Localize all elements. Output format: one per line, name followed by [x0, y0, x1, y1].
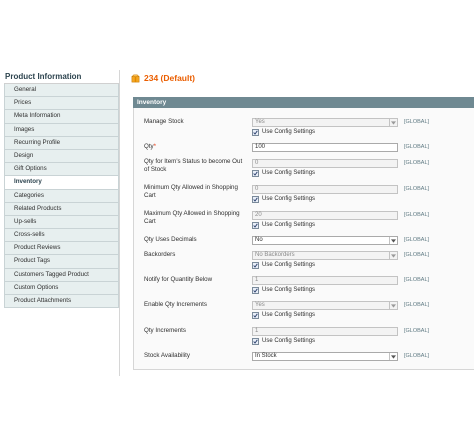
max-qty-use-config[interactable] — [252, 221, 315, 229]
qty-scope: [GLOBAL] — [404, 144, 430, 150]
chevron-down-icon — [389, 302, 397, 309]
sidebar-item-gift-options[interactable]: Gift Options — [5, 163, 118, 176]
out-of-stock-label: Qty for Item's Status to become Out of Stock — [144, 158, 243, 173]
qty-increments-use-config[interactable] — [252, 337, 315, 345]
sidebar-item-general[interactable]: General — [5, 84, 118, 97]
min-qty-input[interactable]: 0 — [252, 185, 398, 194]
checkbox-checked-icon[interactable] — [252, 129, 259, 136]
chevron-down-icon — [389, 252, 397, 259]
qty-decimals-select[interactable] — [252, 236, 398, 245]
manage-stock-use-config[interactable] — [252, 128, 315, 136]
use-config-label: Use Config Settings — [262, 129, 316, 135]
sidebar-item-meta-information[interactable]: Meta Information — [5, 110, 118, 123]
min-qty-scope: [GLOBAL] — [404, 186, 430, 192]
max-qty-input[interactable]: 20 — [252, 211, 398, 220]
inventory-section-header: Inventory — [133, 97, 474, 108]
max-qty-scope: [GLOBAL] — [404, 212, 430, 218]
manage-stock-label: Manage Stock — [144, 118, 184, 125]
sidebar-item-design[interactable]: Design — [5, 150, 118, 163]
chevron-down-icon — [389, 119, 397, 126]
checkbox-checked-icon[interactable] — [252, 262, 259, 269]
backorders-value: No Backorders — [255, 252, 295, 258]
use-config-label: Use Config Settings — [262, 312, 316, 318]
notify-qty-input[interactable]: 1 — [252, 276, 398, 285]
page-title: 234 (Default) — [144, 73, 196, 83]
required-mark: * — [153, 143, 157, 150]
checkbox-checked-icon[interactable] — [252, 287, 259, 294]
sidebar-item-inventory[interactable]: Inventory — [5, 176, 118, 189]
sidebar-tab-list — [4, 84, 119, 308]
sidebar-item-custom-options[interactable]: Custom Options — [5, 282, 118, 295]
notify-qty-label: Notify for Quantity Below — [144, 276, 213, 283]
enable-qty-inc-use-config[interactable] — [252, 311, 315, 319]
checkbox-checked-icon[interactable] — [252, 196, 259, 203]
qty-input[interactable]: 100 — [252, 143, 398, 152]
qty-increments-scope: [GLOBAL] — [404, 328, 430, 334]
inventory-fieldset — [133, 108, 474, 370]
sidebar-item-product-attachments[interactable]: Product Attachments — [5, 295, 118, 308]
stock-availability-label: Stock Availability — [144, 352, 190, 359]
sidebar-item-related-products[interactable]: Related Products — [5, 203, 118, 216]
min-qty-label: Minimum Qty Allowed in Shopping Cart — [144, 184, 238, 199]
stock-availability-select[interactable] — [252, 352, 398, 361]
product-info-sidebar — [4, 70, 119, 308]
use-config-label: Use Config Settings — [262, 338, 316, 344]
backorders-label: Backorders — [144, 251, 176, 258]
chevron-down-icon — [389, 353, 397, 360]
out-of-stock-input[interactable]: 0 — [252, 159, 398, 168]
chevron-down-icon — [389, 237, 397, 244]
min-qty-use-config[interactable] — [252, 195, 315, 203]
manage-stock-value: Yes — [255, 119, 265, 125]
checkbox-checked-icon[interactable] — [252, 312, 259, 319]
qty-increments-label: Qty Increments — [144, 327, 186, 334]
product-box-icon — [131, 74, 140, 83]
stock-availability-value: In Stock — [255, 353, 277, 359]
manage-stock-scope: [GLOBAL] — [404, 119, 430, 125]
notify-qty-use-config[interactable] — [252, 286, 315, 294]
out-of-stock-scope: [GLOBAL] — [404, 160, 430, 166]
qty-label-text: Qty — [144, 143, 154, 150]
sidebar-item-categories[interactable]: Categories — [5, 190, 118, 203]
qty-decimals-value: No — [255, 237, 263, 243]
qty-increments-input[interactable]: 1 — [252, 327, 398, 336]
checkbox-checked-icon[interactable] — [252, 222, 259, 229]
sidebar-title: Product Information — [4, 70, 119, 84]
sidebar-item-customers-tagged-product[interactable]: Customers Tagged Product — [5, 269, 118, 282]
backorders-scope: [GLOBAL] — [404, 252, 430, 258]
sidebar-item-images[interactable]: Images — [5, 124, 118, 137]
stock-availability-scope: [GLOBAL] — [404, 353, 430, 359]
use-config-label: Use Config Settings — [262, 170, 316, 176]
checkbox-checked-icon[interactable] — [252, 338, 259, 345]
enable-qty-inc-value: Yes — [255, 302, 265, 308]
backorders-select[interactable] — [252, 251, 398, 260]
qty-decimals-label: Qty Uses Decimals — [144, 236, 197, 243]
sidebar-item-recurring-profile[interactable]: Recurring Profile — [5, 137, 118, 150]
manage-stock-select[interactable] — [252, 118, 398, 127]
sidebar-divider — [119, 70, 120, 376]
checkbox-checked-icon[interactable] — [252, 170, 259, 177]
page-header — [131, 71, 195, 85]
sidebar-item-product-tags[interactable]: Product Tags — [5, 255, 118, 268]
enable-qty-inc-label: Enable Qty Increments — [144, 301, 207, 308]
notify-qty-scope: [GLOBAL] — [404, 277, 430, 283]
qty-label — [144, 143, 248, 151]
qty-decimals-scope: [GLOBAL] — [404, 237, 430, 243]
sidebar-item-prices[interactable]: Prices — [5, 97, 118, 110]
enable-qty-inc-scope: [GLOBAL] — [404, 302, 430, 308]
use-config-label: Use Config Settings — [262, 196, 316, 202]
use-config-label: Use Config Settings — [262, 287, 316, 293]
use-config-label: Use Config Settings — [262, 262, 316, 268]
sidebar-item-up-sells[interactable]: Up-sells — [5, 216, 118, 229]
max-qty-label: Maximum Qty Allowed in Shopping Cart — [144, 210, 240, 225]
sidebar-item-product-reviews[interactable]: Product Reviews — [5, 242, 118, 255]
out-of-stock-use-config[interactable] — [252, 169, 315, 177]
backorders-use-config[interactable] — [252, 261, 315, 269]
enable-qty-inc-select[interactable] — [252, 301, 398, 310]
use-config-label: Use Config Settings — [262, 222, 316, 228]
sidebar-item-cross-sells[interactable]: Cross-sells — [5, 229, 118, 242]
